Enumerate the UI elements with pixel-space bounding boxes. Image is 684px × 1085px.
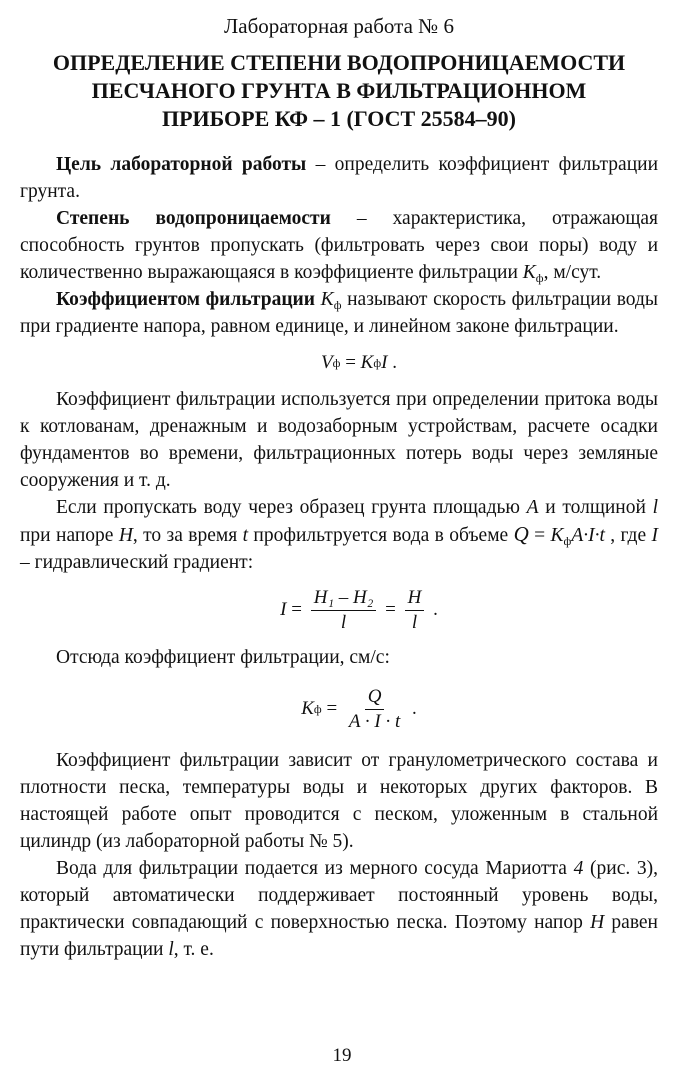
fraction-q-over-ait: $\frac{Q}{A \cdot I \cdot t}$ bbox=[348, 685, 401, 732]
fraction-head-over-length: $\frac{H}{l}$ bbox=[405, 587, 425, 634]
fraction-head-difference: $\frac{\text{H₁ – H₂}}{l}$ bbox=[311, 587, 377, 634]
title-line-3: ПРИБОРЕ КФ – 1 (ГОСТ 25584–90) bbox=[161, 106, 517, 131]
paragraph-mariotte: Вода для фильтрации подается из мерного сосуда Мариотта 4 (рис. 3), который автоматически поддерживает постоянный уровень воды, практически совпадающий с поверхностью песка. Поэтому напор H равен пути фильтрации l, т. е. bbox=[20, 858, 658, 960]
title-line-1: ОПРЕДЕЛЕНИЕ СТЕПЕНИ ВОДОПРОНИЦАЕМОСТИ bbox=[52, 50, 626, 75]
paragraph-hence: Отсюда коэффициент фильтрации, см/с: bbox=[56, 647, 390, 668]
paragraph-filtration-coefficient: Коэффициентом фильтрации $K_ф$ называют скорость фильтрации воды при градиенте напора, равном единице, и линейном законе фильтрации. bbox=[20, 289, 658, 337]
paragraph-dependency: Коэффициент фильтрации зависит от гранулометрического состава и плотности песка, температуры воды и некоторых других факторов. В настоящей работе опыт проводится с песком, уложенным в стальной цилиндр (из лабораторной работы № 5). bbox=[20, 750, 658, 852]
formula-velocity: V ф = K ф I . bbox=[321, 352, 397, 373]
paragraph-permeability: Степень водопроницаемости – характеристика, отражающая способность грунтов пропускать (фильтровать через свои поры) воду и количественно выражающаяся в коэффициенте фильтрации $K_ф$, м/сут. bbox=[20, 208, 658, 285]
paragraph-volume: Если пропускать воду через образец грунта площадью A и толщиной l при напоре H, то за время t профильтруется вода в объеме $Q = K_фA\cdot I\cdot t$ , где I – гидравлический градиент: bbox=[20, 497, 659, 573]
term-goal: Цель лабораторной работы bbox=[56, 154, 307, 175]
lab-work-number: Лабораторная работа № 6 bbox=[224, 14, 454, 38]
paragraph-goal: Цель лабораторной работы – определить коэффициент фильтрации грунта. bbox=[20, 154, 659, 202]
formula-gradient: I = $\frac{\text{H₁ – H₂}}{l}$ = $\frac{H}{l}$ . bbox=[280, 586, 438, 633]
lab-work-title bbox=[20, 49, 658, 133]
formula-coefficient: K ф = $\frac{Q}{A \cdot I \cdot t}$ . bbox=[301, 685, 417, 732]
title-line-2: ПЕСЧАНОГО ГРУНТА В ФИЛЬТРАЦИОННОМ bbox=[91, 78, 587, 103]
term-filtration-coefficient: Коэффициентом фильтрации bbox=[56, 289, 321, 310]
term-permeability: Степень водопроницаемости bbox=[56, 208, 331, 229]
paragraph-usage: Коэффициент фильтрации используется при определении притока воды к котлованам, дренажным и водозаборным устройствам, расчете осадки фундаментов во времени, фильтрационных потерь воды через земляные сооружения и т. д. bbox=[20, 389, 658, 491]
page-number: 19 bbox=[332, 1045, 352, 1066]
